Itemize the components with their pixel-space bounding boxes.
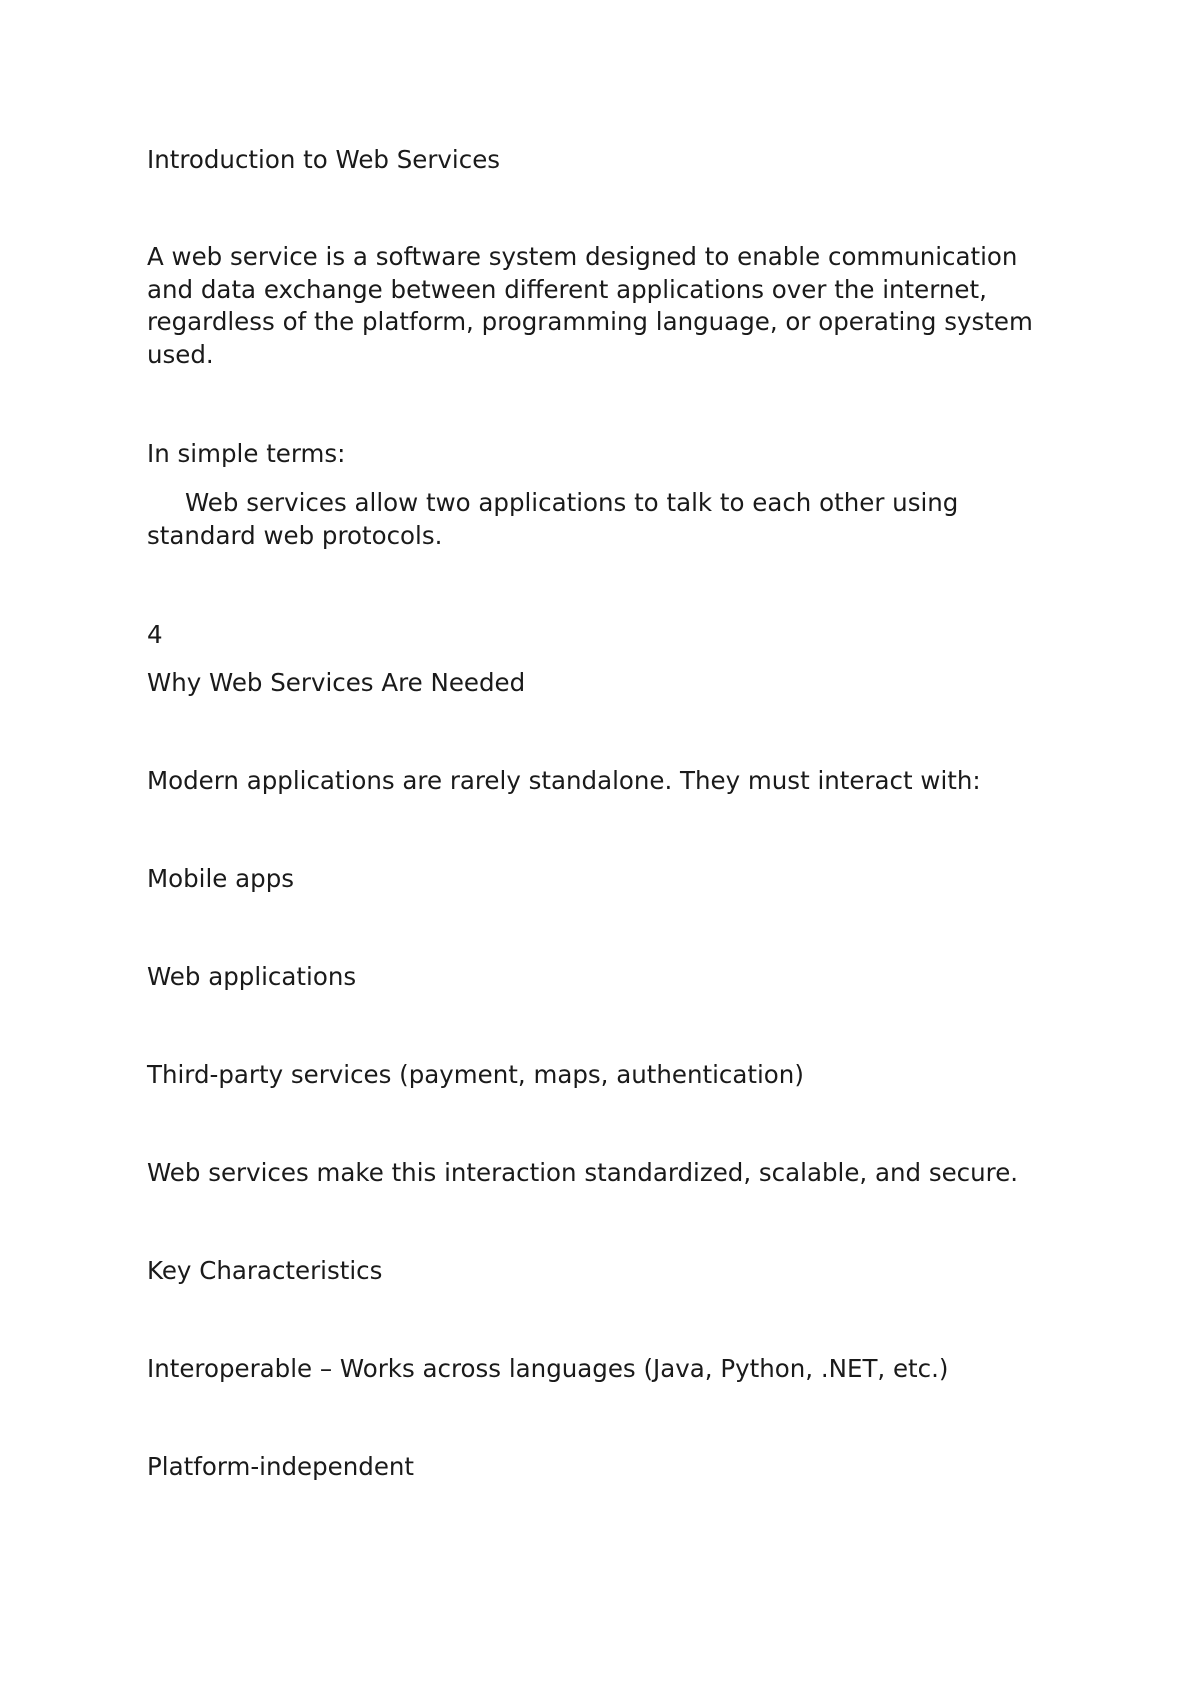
characteristic-item: Interoperable – Works across languages (Java, Python, .NET, etc.) — [147, 1354, 949, 1383]
simple-terms-line: Web services allow two applications to talk to each other using — [185, 488, 959, 517]
simple-terms-line: standard web protocols. — [147, 520, 443, 550]
characteristic-item: Platform-independent — [147, 1452, 415, 1481]
simple-terms-paragraph — [147, 487, 1047, 552]
document-title: Introduction to Web Services — [147, 145, 501, 174]
simple-terms-heading: In simple terms: — [147, 439, 346, 468]
why-summary: Web services make this interaction standardized, scalable, and secure. — [147, 1158, 1019, 1187]
interaction-item: Third-party services (payment, maps, authentication) — [147, 1060, 804, 1089]
definition-paragraph — [147, 241, 1047, 371]
definition-line: A web service is a software system designed to enable communication — [147, 242, 1018, 271]
figure-number: 4 — [147, 620, 163, 649]
interaction-item: Mobile apps — [147, 864, 295, 893]
interaction-item: Web applications — [147, 962, 357, 991]
why-heading: Why Web Services Are Needed — [147, 668, 526, 697]
characteristics-heading: Key Characteristics — [147, 1256, 383, 1285]
why-intro: Modern applications are rarely standalone. They must interact with: — [147, 766, 981, 795]
definition-line: used. — [147, 339, 214, 369]
definition-line: regardless of the platform, programming language, or operating system — [147, 307, 1033, 336]
definition-line: and data exchange between different applications over the internet, — [147, 274, 987, 304]
